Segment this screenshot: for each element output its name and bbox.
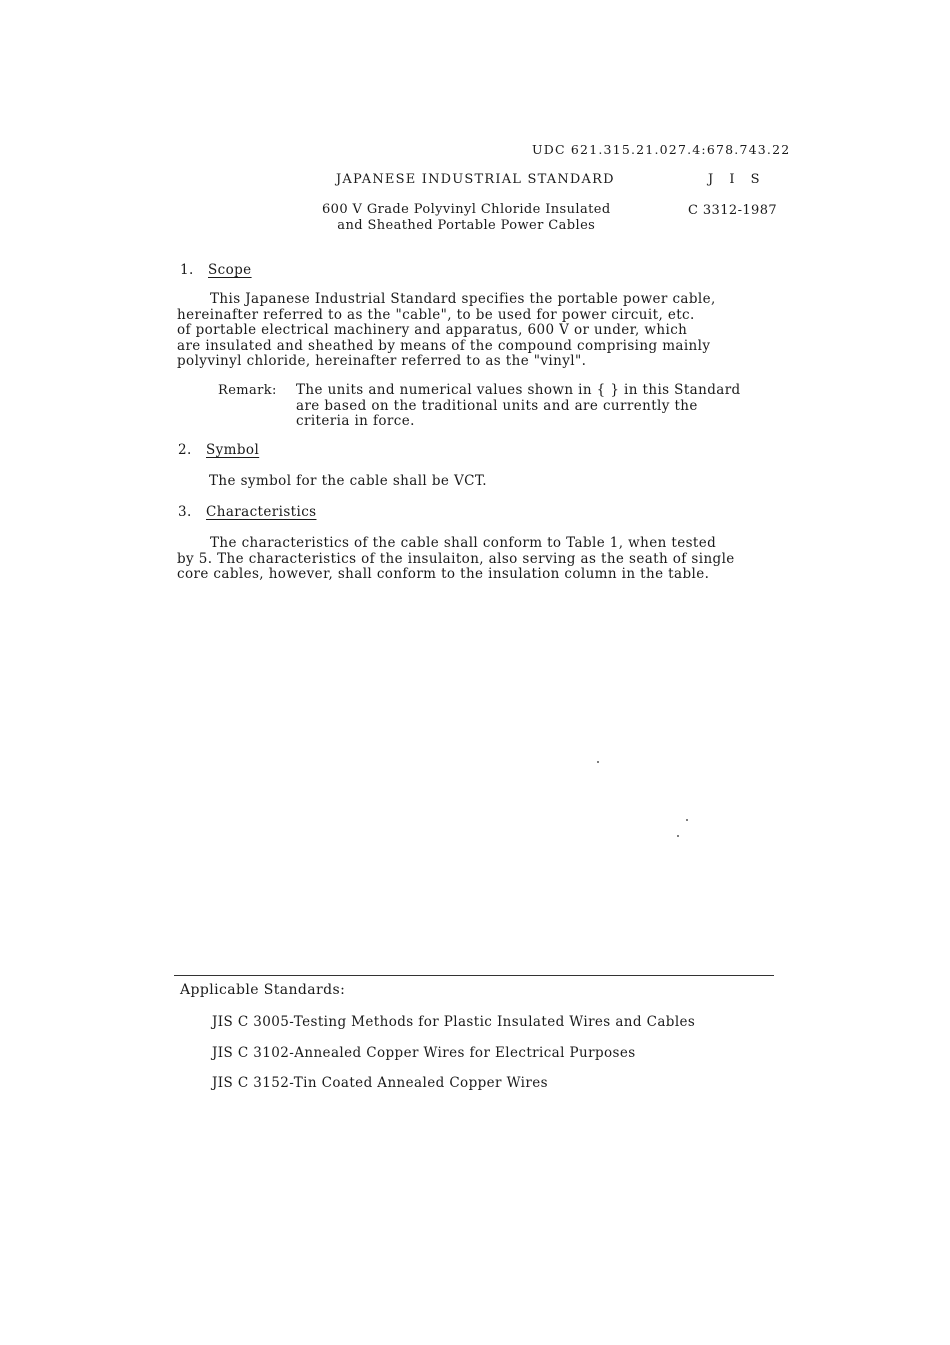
document-title-line-2: and Sheathed Portable Power Cables bbox=[337, 218, 596, 233]
remark-line: are based on the traditional units and are currently the bbox=[296, 397, 698, 414]
paragraph-line: core cables, however, shall conform to the insulation column in the table. bbox=[177, 566, 710, 582]
remark-text bbox=[296, 383, 741, 430]
paragraph-line: The characteristics of the cable shall conform to Table 1, when tested bbox=[210, 535, 717, 551]
scan-speck bbox=[686, 819, 688, 821]
section-heading-scope bbox=[180, 262, 252, 278]
standard-title: JAPANESE INDUSTRIAL STANDARD bbox=[336, 172, 615, 187]
document-title bbox=[322, 202, 611, 234]
remark-line: The units and numerical values shown in { } in this Standard bbox=[296, 382, 741, 398]
section-heading-symbol bbox=[178, 442, 259, 458]
section-title: Symbol bbox=[206, 442, 260, 458]
paragraph-line: are insulated and sheathed by means of the compound comprising mainly bbox=[177, 337, 711, 354]
section-title: Characteristics bbox=[206, 504, 317, 520]
symbol-paragraph: The symbol for the cable shall be VCT. bbox=[209, 473, 487, 489]
applicable-standards-title: Applicable Standards: bbox=[180, 982, 346, 998]
scan-speck bbox=[597, 761, 599, 763]
section-heading-characteristics bbox=[178, 504, 316, 520]
footer-divider bbox=[174, 975, 774, 976]
paragraph-line: by 5. The characteristics of the insulaiton, also serving as the seath of single bbox=[177, 550, 735, 567]
document-number: C 3312-1987 bbox=[688, 203, 778, 218]
document-title-line-1: 600 V Grade Polyvinyl Chloride Insulated bbox=[322, 202, 611, 217]
section-title: Scope bbox=[208, 262, 252, 278]
scan-speck bbox=[677, 835, 679, 837]
characteristics-paragraph bbox=[177, 536, 735, 583]
section-number: 2. bbox=[178, 442, 192, 458]
paragraph-line: This Japanese Industrial Standard specifies the portable power cable, bbox=[210, 291, 716, 307]
applicable-standard-item: JIS C 3152-Tin Coated Annealed Copper Wires bbox=[212, 1075, 548, 1091]
remark-label: Remark: bbox=[218, 383, 277, 398]
applicable-standard-item: JIS C 3005-Testing Methods for Plastic Insulated Wires and Cables bbox=[212, 1014, 696, 1030]
jis-mark: J I S bbox=[708, 172, 766, 187]
paragraph-line: polyvinyl chloride, hereinafter referred to as the "vinyl". bbox=[177, 353, 587, 369]
scope-paragraph bbox=[177, 292, 716, 370]
paragraph-line: of portable electrical machinery and apparatus, 600 V or under, which bbox=[177, 322, 688, 338]
section-number: 3. bbox=[178, 504, 192, 520]
remark-line: criteria in force. bbox=[296, 413, 415, 429]
applicable-standard-item: JIS C 3102-Annealed Copper Wires for Electrical Purposes bbox=[212, 1045, 636, 1061]
paragraph-line: hereinafter referred to as the "cable", to be used for power circuit, etc. bbox=[177, 306, 695, 323]
section-number: 1. bbox=[180, 262, 194, 278]
udc-code: UDC 621.315.21.027.4:678.743.22 bbox=[532, 142, 791, 157]
